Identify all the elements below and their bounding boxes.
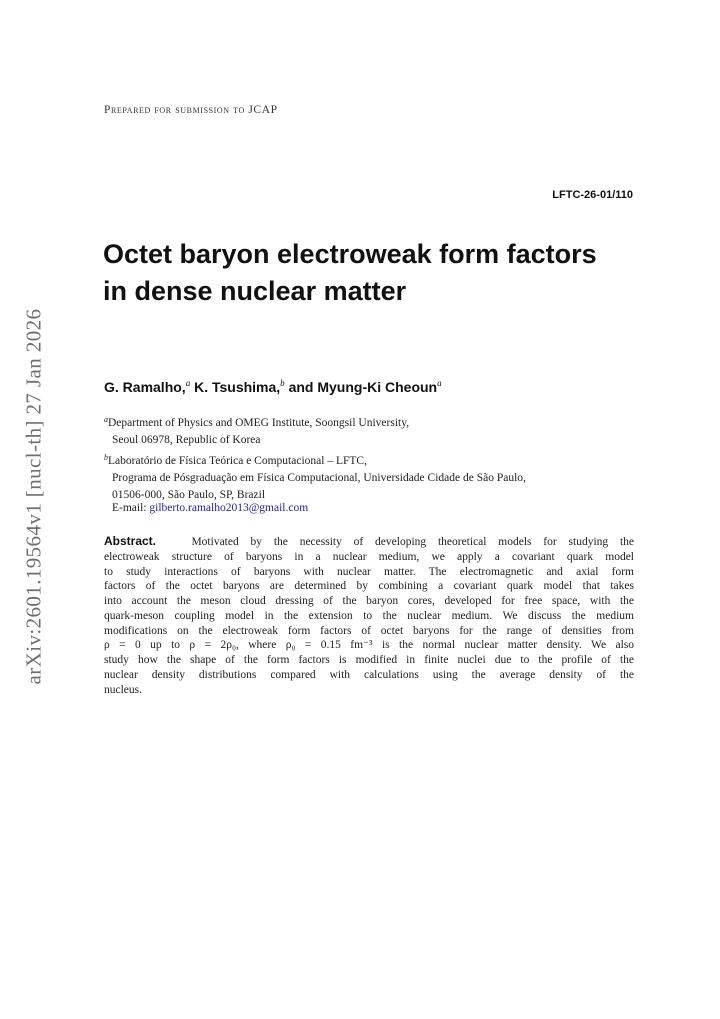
abstract-line: nuclear density distributions compared with calculations using the average density of the <box>104 668 634 681</box>
abstract-line: to study interactions of baryons with nuclear matter. The electromagnetic and axial form <box>104 565 634 578</box>
abstract-label: Abstract. <box>104 534 157 548</box>
email-label: E-mail: <box>112 502 147 514</box>
author-affiliation-mark: a <box>185 378 191 388</box>
report-number: LFTC-26-01/110 <box>552 189 633 201</box>
affiliation-mark: a <box>104 415 108 424</box>
abstract-line: study how the shape of the form factors is modified in finite nuclei due to the profile of the <box>104 654 634 666</box>
abstract-line: factors of the octet baryons are determined by combining a covariant quark model that takes <box>104 580 634 593</box>
paper-title <box>103 236 643 310</box>
author-name: and Myung-Ki Cheoun <box>288 379 438 395</box>
abstract-line: into account the meson cloud dressing of the baryon cores, developed for free space, with the <box>104 595 634 607</box>
affiliation-b-line-3: 01506-000, São Paulo, SP, Brazil <box>112 489 266 501</box>
affiliations <box>104 411 644 504</box>
abstract-text: Motivated by the necessity of developing theoretical models for studying the <box>191 536 635 548</box>
email-link[interactable]: gilberto.ramalho2013@gmail.com <box>149 502 309 514</box>
abstract-line: ρ = 0 up to ρ = 2ρ₀, where ρ₀ = 0.15 fm⁻³ is the normal nuclear matter density. We also <box>104 639 634 652</box>
abstract-line: nucleus. <box>104 683 143 696</box>
affiliation-b-line-2: Programa de Pósgraduação em Física Computacional, Universidade Cidade de São Paulo, <box>112 472 526 484</box>
author-name: K. Tsushima, <box>194 379 281 395</box>
affiliation-mark: b <box>104 453 108 462</box>
abstract <box>104 534 634 697</box>
author-list <box>104 378 442 395</box>
abstract-line: electroweak structure of baryons in a nuclear medium, we apply a covariant quark model <box>104 550 634 563</box>
author-affiliation-mark: a <box>437 378 442 388</box>
email-line <box>112 502 308 514</box>
arxiv-identifier-stamp <box>16 296 52 696</box>
abstract-line: quark-meson coupling model in the extension to the nuclear medium. We discuss the medium <box>104 609 634 622</box>
author-name: G. Ramalho, <box>104 379 186 395</box>
title-line-1: Octet baryon electroweak form factors <box>103 239 597 269</box>
affiliation-a-line-2: Seoul 06978, Republic of Korea <box>112 434 261 446</box>
abstract-line: modifications on the electroweak form factors of octet baryons for the range of densities from <box>104 624 634 637</box>
abstract-line <box>104 534 634 550</box>
affiliation-text: Department of Physics and OMEG Institute, Soongsil University, <box>108 417 410 429</box>
affiliation-a-line-1 <box>104 411 644 432</box>
affiliation-b-line-1 <box>104 449 644 470</box>
arxiv-identifier-text: arXiv:2601.19564v1 [nucl-th] 27 Jan 2026 <box>21 308 46 684</box>
submission-note: Prepared for submission to JCAP <box>104 104 278 116</box>
title-line-2: in dense nuclear matter <box>103 276 407 306</box>
affiliation-text: Laboratório de Física Teórica e Computacional – LFTC, <box>108 455 367 467</box>
author-affiliation-mark: b <box>280 378 285 388</box>
